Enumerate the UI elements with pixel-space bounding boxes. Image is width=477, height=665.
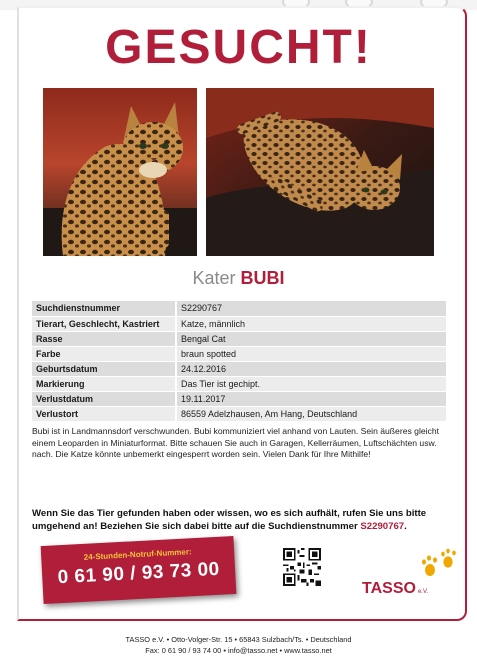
- footer-contact: Fax: 0 61 90 / 93 74 00 • info@tasso.net • www.tasso.net: [145, 646, 332, 655]
- details-value: S2290767: [176, 301, 446, 316]
- table-row: [32, 301, 446, 316]
- details-label: Verlustort: [32, 406, 176, 421]
- cat-name-prefix: Kater: [192, 268, 236, 288]
- table-row: [32, 316, 446, 331]
- hotline-box: [41, 536, 237, 604]
- cat-name: [0, 268, 477, 289]
- details-label: Suchdienstnummer: [32, 301, 176, 316]
- details-label: Markierung: [32, 376, 176, 391]
- details-value: braun spotted: [176, 346, 446, 361]
- details-value: Bengal Cat: [176, 331, 446, 346]
- details-value: Katze, männlich: [176, 316, 446, 331]
- headline: GESUCHT!: [105, 21, 372, 74]
- table-row: [32, 346, 446, 361]
- hotline-number[interactable]: 0 61 90 / 93 73 00: [57, 558, 221, 589]
- tasso-logo-name: TASSO: [362, 580, 416, 597]
- details-table: [32, 301, 446, 422]
- table-row: [32, 331, 446, 346]
- details-value: 86559 Adelzhausen, Am Hang, Deutschland: [176, 406, 446, 421]
- cat-name-value: BUBI: [240, 268, 285, 288]
- tasso-logo-suffix: e.V.: [417, 589, 429, 595]
- tasso-logo: [362, 580, 428, 598]
- cat-photo-sitting: [43, 88, 197, 256]
- details-value: 24.12.2016: [176, 361, 446, 376]
- footer-address: TASSO e.V. • Otto-Volger-Str. 15 • 65843 Sulzbach/Ts. • Deutschland: [125, 635, 352, 644]
- cat-photo-lying: [206, 88, 434, 256]
- table-row: [32, 406, 446, 421]
- description: Bubi ist in Landmannsdorf verschwunden. Bubi kommuniziert viel anhand von Lauten. Sein äußeres gleicht einem Leoparden in Miniaturformat. Bitte schauen Sie auch in Garagen, Kellerräumen, Luftschächten usw. nach. Die Katze könnte unbemerkt eingesperrt worden sein. Vielen Dank für Ihre Mithilfe!: [32, 426, 440, 459]
- details-value: Das Tier ist gechipt.: [176, 376, 446, 391]
- hotline-label: 24-Stunden-Notruf-Nummer:: [83, 547, 192, 562]
- call-to-action: [32, 508, 446, 533]
- call-to-action-number: S2290767: [360, 520, 405, 532]
- details-label: Tierart, Geschlecht, Kastriert: [32, 316, 176, 331]
- details-label: Geburtsdatum: [32, 361, 176, 376]
- details-label: Farbe: [32, 346, 176, 361]
- details-label: Rasse: [32, 331, 176, 346]
- footer: [0, 634, 477, 656]
- call-to-action-end: .: [404, 520, 407, 532]
- details-value: 19.11.2017: [176, 391, 446, 406]
- details-label: Verlustdatum: [32, 391, 176, 406]
- table-row: [32, 376, 446, 391]
- call-to-action-text: Wenn Sie das Tier gefunden haben oder wissen, wo es sich aufhält, rufen Sie uns bitte umgehend an! Beziehen Sie sich dabei bitte auf die Suchdienstnummer: [32, 508, 427, 532]
- table-row: [32, 391, 446, 406]
- qr-code-icon[interactable]: [283, 548, 321, 586]
- table-row: [32, 361, 446, 376]
- paw-icon: [420, 548, 460, 584]
